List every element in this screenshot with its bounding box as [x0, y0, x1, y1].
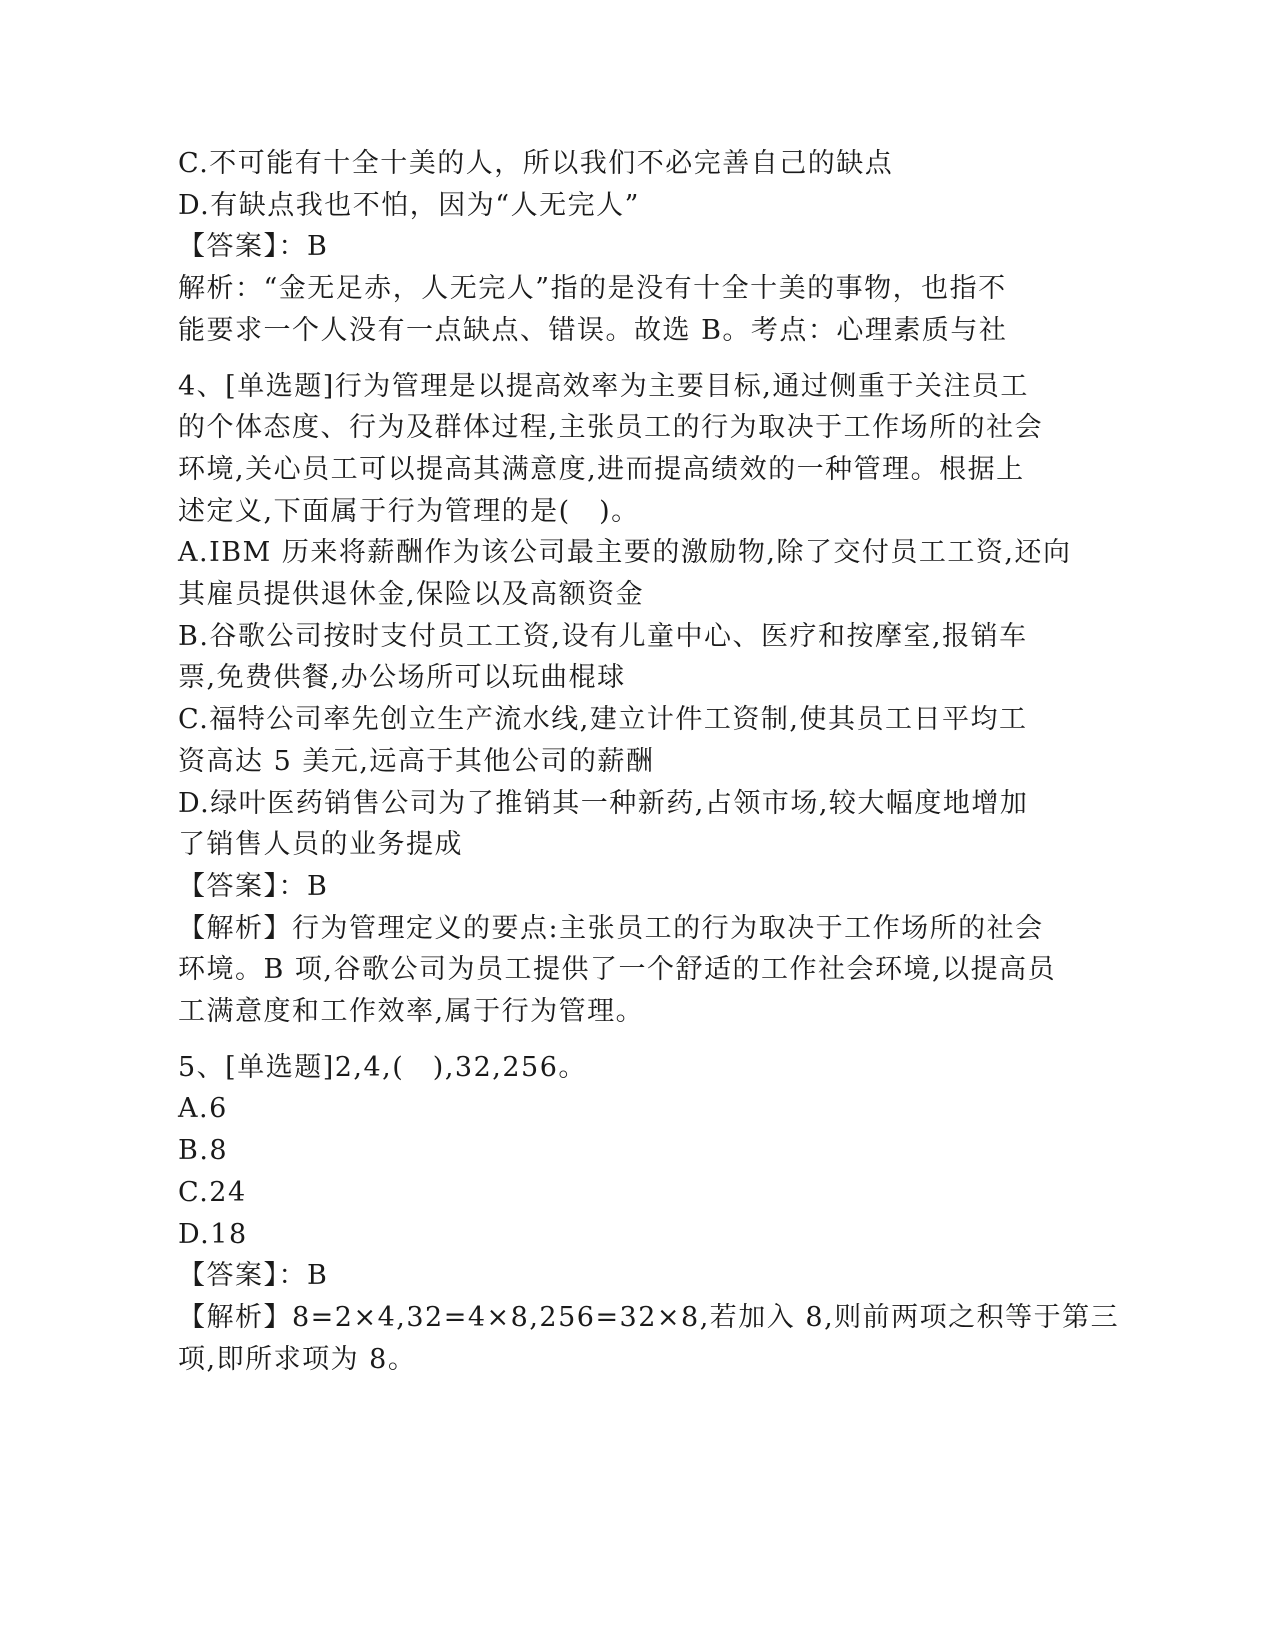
q4-stem-line: 环境,关心员工可以提高其满意度,进而提高绩效的一种管理。根据上 — [178, 453, 1025, 485]
q5-option-c: C.24 — [178, 1176, 247, 1208]
q4-option-d-line: 了销售人员的业务提成 — [178, 829, 463, 861]
q5-stem: 5、[单选题]2,4,( ),32,256。 — [178, 1051, 587, 1083]
q5-analysis-line: 项,即所求项为 8。 — [178, 1343, 417, 1375]
q3-option-d: D.有缺点我也不怕，因为“人无完人” — [178, 189, 640, 221]
question-3-tail — [178, 143, 1078, 352]
q4-option-c-line: 资高达 5 美元,远高于其他公司的薪酬 — [178, 745, 655, 777]
q3-answer: 【答案】：B — [178, 231, 329, 263]
q5-answer: 【答案】：B — [178, 1260, 329, 1292]
q4-option-c-line: C.福特公司率先创立生产流水线,建立计件工资制,使其员工日平均工 — [178, 704, 1028, 736]
q4-analysis-line: 工满意度和工作效率,属于行为管理。 — [178, 996, 645, 1028]
q4-stem-line: 的个体态度、行为及群体过程,主张员工的行为取决于工作场所的社会 — [178, 412, 1044, 444]
q3-analysis-line: 能要求一个人没有一点缺点、错误。故选 B。考点：心理素质与社 — [178, 314, 1008, 346]
question-4 — [178, 366, 1078, 1033]
q4-stem-line: 4、[单选题]行为管理是以提高效率为主要目标,通过侧重于关注员工 — [178, 370, 1029, 402]
q4-option-b-line: B.谷歌公司按时支付员工工资,设有儿童中心、医疗和按摩室,报销车 — [178, 620, 1028, 652]
q5-analysis-line: 【解析】8=2×4,32=4×8,256=32×8,若加入 8,则前两项之积等于第三 — [178, 1301, 1120, 1333]
q4-option-d-line: D.绿叶医药销售公司为了推销其一种新药,占领市场,较大幅度地增加 — [178, 787, 1029, 819]
q3-option-c: C.不可能有十全十美的人，所以我们不必完善自己的缺点 — [178, 148, 894, 179]
q5-option-a: A.6 — [178, 1093, 228, 1125]
q3-analysis-line: 解析：“金无足赤，人无完人”指的是没有十全十美的事物，也指不 — [178, 273, 1007, 305]
q4-option-b-line: 票,免费供餐,办公场所可以玩曲棍球 — [178, 662, 626, 694]
q4-option-a-line: A.IBM 历来将薪酬作为该公司最主要的激励物,除了交付员工工资,还向 — [178, 537, 1072, 569]
document-page — [178, 143, 1120, 1380]
q5-option-d: D.18 — [178, 1218, 248, 1250]
q4-stem-line: 述定义,下面属于行为管理的是( )。 — [178, 495, 640, 527]
q4-analysis-line: 环境。B 项,谷歌公司为员工提供了一个舒适的工作社会环境,以提高员 — [178, 954, 1057, 986]
q4-analysis-line: 【解析】行为管理定义的要点:主张员工的行为取决于工作场所的社会 — [178, 912, 1044, 944]
q4-option-a-line: 其雇员提供退休金,保险以及高额资金 — [178, 579, 645, 611]
question-5 — [178, 1047, 1120, 1381]
q4-answer: 【答案】：B — [178, 870, 329, 902]
q5-option-b: B.8 — [178, 1135, 229, 1167]
